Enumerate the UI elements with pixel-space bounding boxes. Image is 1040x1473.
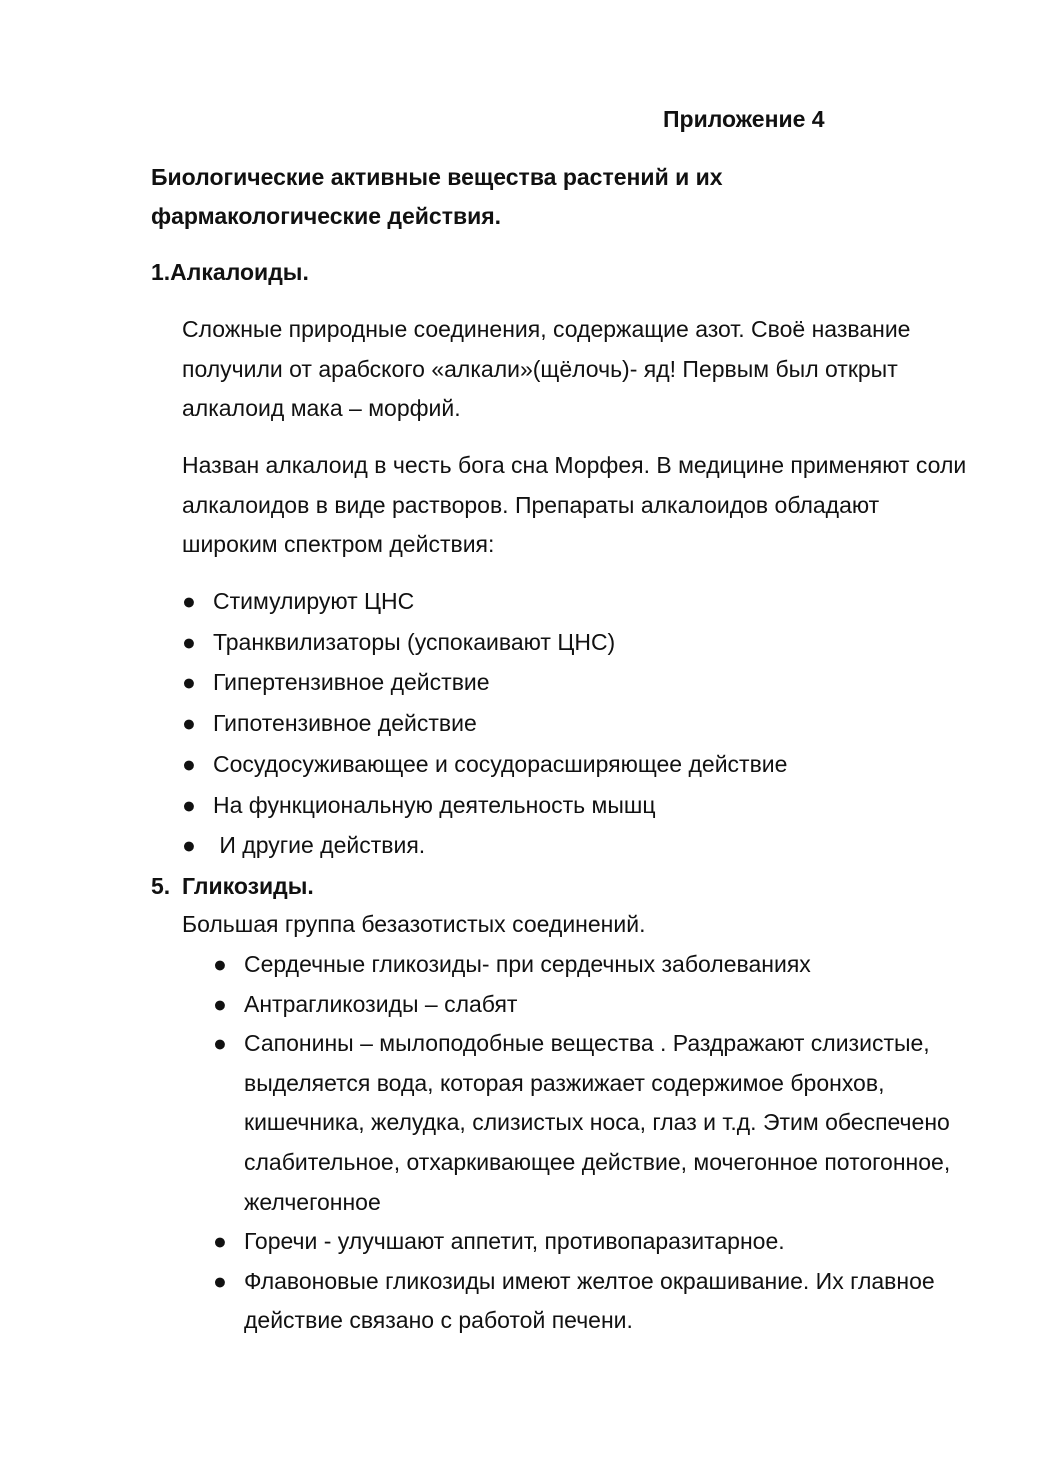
section-heading-alkaloids: 1.Алкалоиды. (151, 259, 309, 285)
bullet-icon: ● (213, 990, 227, 1017)
list-item-text: Горечи - улучшают аппетит, противопаразитарное. (244, 1228, 785, 1255)
list-item-text: Стимулируют ЦНС (213, 588, 415, 614)
list-item (0, 785, 1000, 826)
list-item (0, 825, 1000, 866)
list-item (0, 1262, 979, 1341)
list-item-text: Гипотензивное действие (213, 710, 477, 737)
list-item-text: Антрагликозиды – слабят (244, 990, 518, 1017)
list-item (0, 945, 979, 985)
list-item-text: Сосудосуживающее и сосудорасширяющее действие (213, 750, 788, 777)
appendix-label: Приложение 4 (663, 106, 825, 132)
list-item-text: Флавоновые гликозиды имеют желтое окрашивание. Их главное действие связано с работой печени. (244, 1267, 935, 1334)
document-title: Биологические активные вещества растений и их фармакологические действия. (151, 164, 723, 229)
bullet-icon: ● (213, 1030, 227, 1057)
bullet-icon: ● (182, 710, 196, 737)
list-item (0, 744, 1000, 785)
list-item (0, 662, 1000, 703)
list-item-text: Сердечные гликозиды- при сердечных заболеваниях (244, 951, 811, 977)
bullet-icon: ● (213, 1267, 227, 1294)
bullet-icon: ● (182, 669, 196, 696)
section-heading-glycosides (151, 870, 314, 902)
bullet-icon: ● (213, 951, 227, 977)
alkaloids-effects-list (0, 581, 1000, 866)
alkaloids-paragraph-1: Сложные природные соединения, содержащие азот. Своё название получили от арабского «алкали»(щёлочь)- яд! Первым был открыт алкалоид мака – морфий. (182, 316, 911, 421)
bullet-icon: ● (182, 791, 196, 818)
glycosides-intro: Большая группа безазотистых соединений. (182, 911, 646, 937)
bullet-icon: ● (213, 1228, 227, 1255)
list-item-text: Сапонины – мылоподобные вещества . Раздражают слизистые, выделяется вода, которая разжижает содержимое бронхов, кишечника, желудка, слизистых носа, глаз и т.д. Этим обеспечено слабительное, отхаркивающее действие, мочегонное потогонное, желчегонное (244, 1030, 951, 1215)
bullet-icon: ● (182, 750, 196, 777)
list-item-text: И другие действия. (213, 832, 426, 859)
section-number: 5. (151, 873, 171, 899)
bullet-icon: ● (182, 832, 196, 859)
list-item (0, 1222, 979, 1262)
bullet-icon: ● (182, 628, 196, 655)
list-item-text: Транквилизаторы (успокаивают ЦНС) (213, 628, 616, 655)
list-item-text: На функциональную деятельность мышц (213, 791, 656, 818)
list-item (0, 581, 1000, 622)
section-heading-text: Гликозиды. (182, 873, 314, 899)
bullet-icon: ● (182, 588, 196, 614)
list-item (0, 1024, 979, 1222)
list-item (0, 985, 979, 1025)
glycosides-list (0, 945, 1000, 1341)
list-item (0, 622, 1000, 663)
list-item (0, 703, 1000, 744)
list-item-text: Гипертензивное действие (213, 669, 490, 696)
alkaloids-paragraph-2: Назван алкалоид в честь бога сна Морфея. В медицине применяют соли алкалоидов в виде растворов. Препараты алкалоидов обладают широким спектром действия: (182, 452, 967, 557)
